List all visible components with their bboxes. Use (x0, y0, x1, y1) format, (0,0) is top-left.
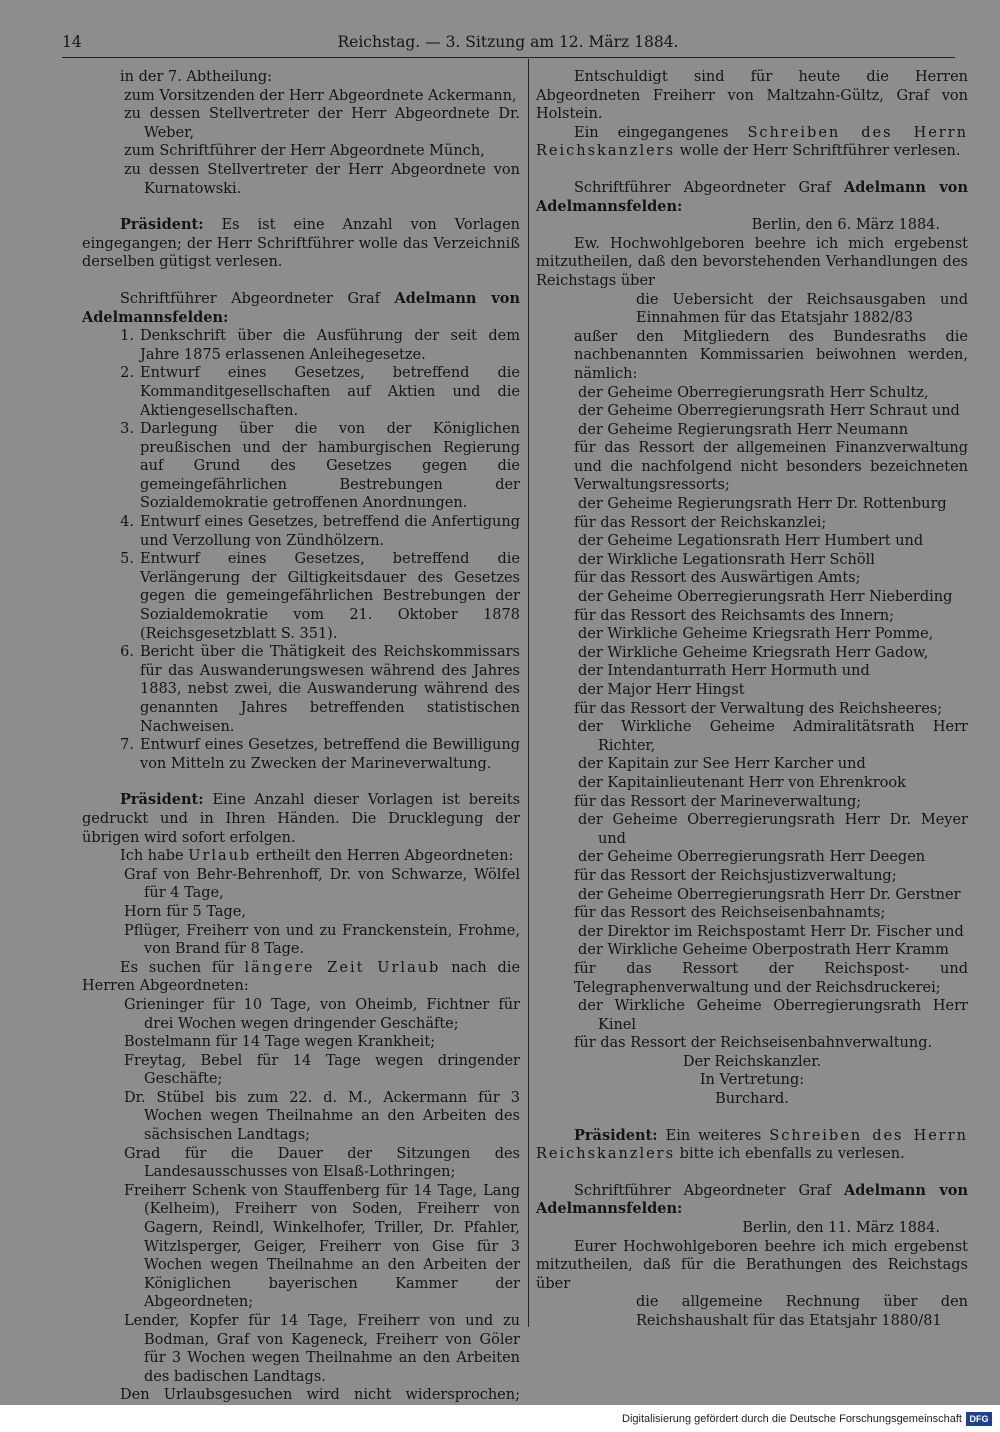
commissioner-entry: der Geheime Oberregierungsrath Herr Schraut und (578, 403, 960, 420)
commissioner-entry: der Geheime Oberregierungsrath Herr Dr. Gerstner (578, 886, 961, 903)
entschuldigt-paragraph: Entschuldigt sind für heute die Herren Abgeordneten Freiherr von Maltzahn-Gültz, Graf von Holstein. (536, 69, 968, 123)
laengere-urlaub-entry: Freytag, Bebel für 14 Tage wegen dringender Geschäfte; (124, 1052, 520, 1088)
text-run: nach die Herren Abgeordneten: (82, 959, 521, 995)
commissioner-entry: der Geheime Regierungsrath Herr Dr. Rottenburg (578, 496, 947, 513)
letter-signer: Burchard. (715, 1091, 789, 1108)
spacer (82, 272, 520, 290)
urlaub-entry: Pflüger, Freiherr von und zu Franckenstein, Frohme, von Brand für 8 Tage. (124, 922, 520, 958)
item-text: Darlegung über die von der Königlichen preußischen und der hamburgischen Regierung auf Grund des Gesetzes gegen die gemeingefährlichen Bestrebungen der Sozialdemokratie getroffenen Anordnungen. (140, 421, 520, 512)
urlaub-entry: Graf von Behr-Behrenhoff, Dr. von Schwarze, Wölfel für 4 Tage, (124, 866, 520, 902)
vorlagen-list (82, 327, 520, 773)
right-column (536, 68, 968, 1331)
item-text: Entwurf eines Gesetzes, betreffend die Bewilligung von Mitteln zu Zwecken der Marineverwaltung. (140, 737, 520, 772)
item-number: 6. (120, 644, 134, 661)
ressort-entry: für das Ressort der Marineverwaltung; (574, 793, 862, 810)
commissioner-entry: der Intendanturrath Herr Hormuth und (578, 663, 870, 680)
laengere-urlaub-entry: Lender, Kopfer für 14 Tage, Freiherr von und zu Bodman, Graf von Kageneck, Freiherr von Göler für 3 Wochen wegen Theilnahme an den Arbeiten des badischen Landtags. (124, 1313, 520, 1385)
abtheilung-line: zum Vorsitzenden der Herr Abgeordnete Ackermann, (124, 87, 517, 104)
commissioner-list (536, 384, 968, 1053)
vorlage-item (82, 420, 520, 513)
running-title: Reichstag. — 3. Sitzung am 12. März 1884. (337, 33, 679, 51)
speaker-name: Adelmann von Adelmannsfelden: (82, 289, 520, 326)
dfg-logo: DFG (966, 1412, 992, 1426)
urlaub-intro (82, 847, 520, 866)
statement-text: Eine Anzahl dieser Vorlagen ist bereits gedruckt und in Ihren Händen. Die Drucklegung der übrigen wird sofort erfolgen. (82, 792, 521, 846)
commissioner-entry: der Wirkliche Geheime Admiralitätsrath Herr Richter, (578, 719, 968, 754)
ressort-entry: für das Ressort des Auswärtigen Amts; (574, 570, 861, 587)
vorlage-item (82, 736, 520, 773)
left-column (82, 68, 520, 1424)
text-run: Ich habe (120, 848, 184, 865)
praesident-statement-3 (536, 1127, 968, 1164)
item-number: 1. (120, 328, 134, 345)
speaker-intro: Schriftführer Abgeordneter Graf (574, 179, 831, 196)
speaker-label: Präsident: (120, 791, 204, 809)
commissioner-entry: der Kapitain zur See Herr Karcher und (578, 756, 866, 773)
letter-transition: außer den Mitgliedern des Bundesraths die nachbenannten Kommissarien beiwohnen werden, nämlich: (574, 328, 968, 382)
commissioner-entry: der Direktor im Reichspostamt Herr Dr. Fischer und (578, 923, 964, 940)
speaker-name: Adelmann von Adelmannsfelden: (536, 178, 968, 215)
vorlage-item (82, 364, 520, 420)
vorlage-item (82, 513, 520, 550)
schriftfuehrer-intro-2 (536, 179, 968, 216)
spacer (82, 198, 520, 216)
spaced-term: Schreiben des Herrn Reichskanzlers (536, 124, 968, 160)
page-number: 14 (62, 33, 82, 51)
urlaub-entry: Horn für 5 Tage, (124, 903, 246, 920)
text-run: ertheilt den Herren Abgeordneten: (255, 848, 514, 865)
spacer (536, 1109, 968, 1127)
letter-vertretung: In Vertretung: (699, 1072, 805, 1089)
spaced-term: Urlaub (188, 848, 252, 865)
commissioner-entry: der Wirkliche Geheime Oberpostrath Herr Kramm (578, 942, 949, 959)
spacer (82, 773, 520, 791)
laengere-urlaub-intro (82, 959, 520, 996)
item-text: Entwurf eines Gesetzes, betreffend die Kommanditgesellschaften auf Aktien und die Aktiengesellschaften. (140, 365, 520, 419)
letter-date: Berlin, den 11. März 1884. (742, 1220, 940, 1237)
ressort-entry: für das Ressort der Verwaltung des Reichsheeres; (574, 700, 943, 717)
page-header (62, 30, 954, 54)
abtheilung-line: zu dessen Stellvertreter der Herr Abgeordnete von Kurnatowski. (124, 161, 520, 197)
spacer (536, 1164, 968, 1182)
schriftfuehrer-intro-1 (82, 290, 520, 327)
spacer (536, 161, 968, 179)
item-text: Denkschrift über die Ausführung der seit dem Jahre 1875 erlassenen Anleihegesetze. (140, 328, 520, 363)
item-number: 2. (120, 365, 134, 382)
item-text: Entwurf eines Gesetzes, betreffend die Anfertigung und Verzollung von Zündhölzern. (140, 514, 520, 549)
item-number: 3. (120, 421, 134, 438)
item-number: 5. (120, 551, 134, 568)
ressort-entry: für das Ressort der allgemeinen Finanzverwaltung und die nachfolgend nicht besonders bezeichneten Verwaltungsressorts; (574, 440, 968, 494)
commissioner-entry: der Wirkliche Geheime Kriegsrath Herr Gadow, (578, 644, 929, 661)
letter-intro: Ew. Hochwohlgeboren beehre ich mich ergebenst mitzutheilen, daß den bevorstehenden Verhandlungen des Reichstags über (536, 235, 968, 289)
commissioner-entry: der Geheime Oberregierungsrath Herr Schultz, (578, 384, 929, 401)
letter-subject: die allgemeine Rechnung über den Reichshaushalt für das Etatsjahr 1880/81 (636, 1294, 968, 1329)
commissioner-entry: der Wirkliche Legationsrath Herr Schöll (578, 551, 875, 568)
commissioner-entry: der Wirkliche Geheime Oberregierungsrath Herr Kinel (578, 998, 968, 1033)
item-number: 4. (120, 514, 134, 531)
praesident-statement-1 (82, 216, 520, 272)
ressort-entry: für das Ressort der Reichskanzlei; (574, 514, 827, 531)
text-run: bitte ich ebenfalls zu verlesen. (679, 1146, 905, 1163)
commissioner-entry: der Major Herr Hingst (578, 682, 745, 698)
urlaub-closing: Den Urlaubsgesuchen wird nicht widersprochen; (120, 1387, 520, 1404)
laengere-urlaub-entry: Dr. Stübel bis zum 22. d. M., Ackermann für 3 Wochen wegen Theilnahme an den Arbeiten des sächsischen Landtags; (124, 1089, 520, 1144)
letter-signature: Der Reichskanzler. (682, 1053, 822, 1070)
commissioner-entry: der Geheime Oberregierungsrath Herr Nieberding (578, 589, 953, 606)
spaced-term: Schreiben des Herrn Reichskanzlers (536, 1127, 969, 1163)
speaker-label: Präsident: (120, 216, 204, 234)
ressort-entry: für das Ressort der Reichsjustizverwaltung; (574, 867, 897, 884)
vorlage-item (82, 550, 520, 643)
eingegangen-paragraph (536, 124, 968, 161)
laengere-urlaub-entry: Grad für die Dauer der Sitzungen des Landesausschusses von Elsaß-Lothringen; (124, 1145, 520, 1181)
item-text: Entwurf eines Gesetzes, betreffend die Verlängerung der Giltigkeitsdauer des Gesetzes gegen die gemeingefährlichen Bestrebungen der Sozialdemokratie vom 21. Oktober 1878 (Reichsgesetzblatt S. 351). (140, 551, 520, 642)
digitization-footer (0, 1405, 1000, 1432)
text-run: wolle der Herr Schriftführer verlesen. (679, 143, 961, 160)
vorlage-item (82, 643, 520, 736)
commissioner-entry: der Geheime Legationsrath Herr Humbert und (578, 533, 924, 550)
header-rule (62, 57, 955, 58)
text-run: Es suchen für (120, 959, 234, 976)
commissioner-entry: der Wirkliche Geheime Kriegsrath Herr Pomme, (578, 626, 934, 643)
vorlage-item (82, 327, 520, 364)
abtheilung-heading: in der 7. Abtheilung: (120, 69, 273, 85)
ressort-entry: für das Ressort des Reichseisenbahnamts; (574, 905, 886, 922)
letter-date: Berlin, den 6. März 1884. (751, 217, 940, 234)
statement-text: Es ist eine Anzahl von Vorlagen eingegangen; der Herr Schriftführer wolle das Verzeichniß derselben gütigst verlesen. (82, 217, 521, 271)
letter-subject: die Uebersicht der Reichsausgaben und Einnahmen für das Etatsjahr 1882/83 (636, 291, 968, 327)
commissioner-entry: der Kapitainlieutenant Herr von Ehrenkrook (578, 774, 906, 791)
speaker-intro: Schriftführer Abgeordneter Graf (120, 290, 380, 307)
speaker-name: Adelmann von Adelmannsfelden: (536, 1181, 968, 1218)
letter-intro: Eurer Hochwohlgeboren beehre ich mich ergebenst mitzutheilen, daß für die Berathungen des Reichstags über (536, 1238, 968, 1292)
item-number: 7. (120, 737, 134, 754)
ressort-entry: für das Ressort des Reichsamts des Innern; (574, 607, 894, 624)
text-run: Ein weiteres (665, 1127, 762, 1144)
abtheilung-line: zu dessen Stellvertreter der Herr Abgeordnete Dr. Weber, (124, 106, 520, 141)
abtheilung-line: zum Schriftführer der Herr Abgeordnete Münch, (124, 143, 485, 160)
speaker-intro: Schriftführer Abgeordneter Graf (574, 1182, 831, 1199)
laengere-urlaub-entry: Freiherr Schenk von Stauffenberg für 14 Tage, Lang (Kelheim), Freiherr von Soden, Freiherr von Gagern, Reindl, Winkelhofer, Triller, Dr. Pfahler, Witzlsperger, Geiger, Freiherr von Gise für 3 Wochen wegen Theilnahme an den Arbeiten der Königlichen bayerischen Kammer der Abgeordneten; (124, 1182, 520, 1311)
spaced-term: längere Zeit Urlaub (244, 959, 441, 976)
text-run: Ein eingegangenes (574, 124, 729, 141)
commissioner-entry: der Geheime Regierungsrath Herr Neumann (578, 421, 909, 438)
schriftfuehrer-intro-3 (536, 1182, 968, 1219)
column-divider (528, 59, 529, 1327)
laengere-urlaub-entry: Bostelmann für 14 Tage wegen Krankheit; (124, 1034, 436, 1051)
praesident-statement-2 (82, 791, 520, 847)
laengere-urlaub-entry: Grieninger für 10 Tage, von Oheimb, Fichtner für drei Wochen wegen dringender Geschäfte; (124, 996, 520, 1032)
footer-credit: Digitalisierung gefördert durch die Deutsche Forschungsgemeinschaft (622, 1413, 962, 1425)
item-text: Bericht über die Thätigkeit des Reichskommissars für das Auswanderungswesen während des Jahres 1883, nebst zwei, die Auswanderung während des genannten Jahres betreffenden statistischen Nachweisen. (140, 644, 520, 735)
speaker-label: Präsident: (574, 1126, 658, 1144)
ressort-entry: für das Ressort der Reichspost- und Telegraphenverwaltung und der Reichsdruckerei; (574, 960, 968, 996)
ressort-entry: für das Ressort der Reichseisenbahnverwaltung. (574, 1035, 933, 1052)
commissioner-entry: der Geheime Oberregierungsrath Herr Deegen (578, 849, 926, 866)
commissioner-entry: der Geheime Oberregierungsrath Herr Dr. Meyer und (578, 812, 968, 847)
